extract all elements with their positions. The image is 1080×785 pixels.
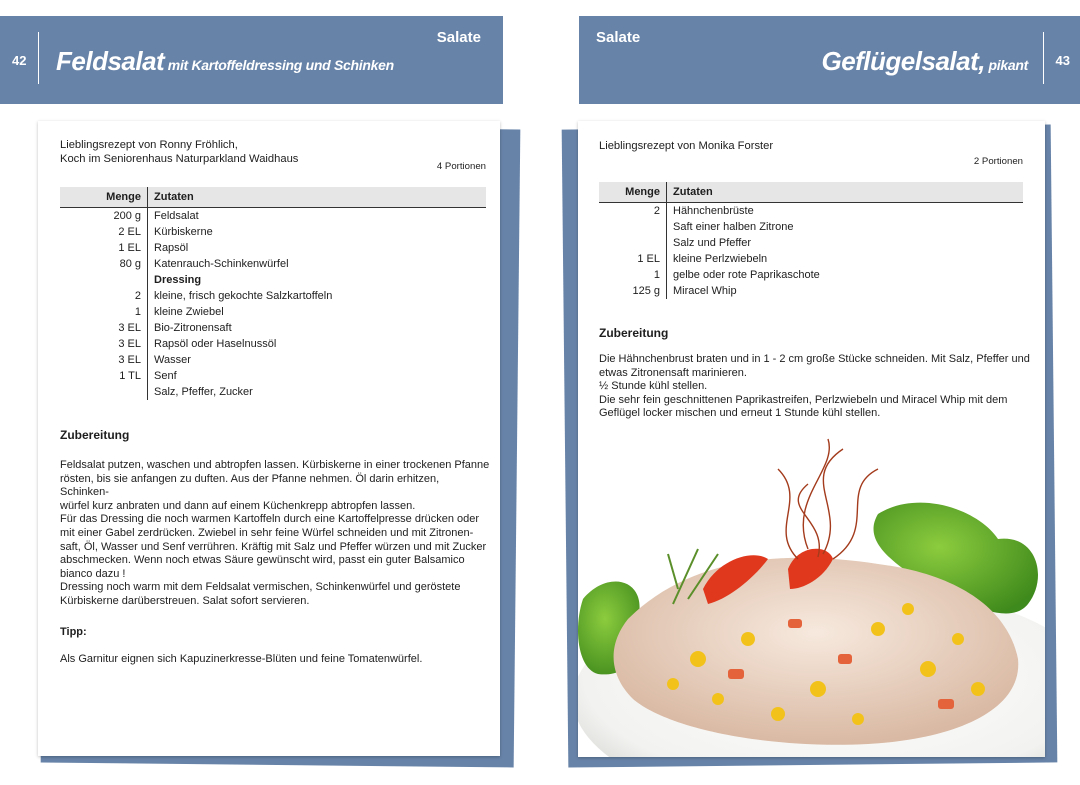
portions-right: 2 Portionen: [973, 156, 1023, 167]
left-page-header: [0, 16, 503, 104]
ingredient-row: [60, 240, 486, 256]
table-header-row: [60, 187, 486, 208]
ingredient-row: [60, 368, 486, 384]
ingredient-row: [60, 224, 486, 240]
ingredient-name: Dressing: [154, 274, 202, 286]
table-header-row: [599, 182, 1023, 203]
ingredient-row: [599, 283, 1023, 299]
category-label-right: Salate: [596, 29, 641, 46]
preparation-text-left: Feldsalat putzen, waschen und abtropfen lassen. Kürbiskerne in einer trockenen Pfanne rösten, bis sie anfangen zu duften. Aus der Pfanne nehmen. Öl darin erhitzen, Schinken- würfel kurz anbraten und dann auf einem Küchenkrepp abtropfen lassen. Für das Dressing die noch warmen Kartoffeln durch eine Kartoffelpresse drücken oder mit einer Gabel zerdrücken. Zwiebel in sehr feine Würfel schneiden und mit Zitronen- saft, Öl, Wasser und Senf verrühren. Kräftig mit Salz und Pfeffer würzen und mit Zucker abschmecken. Wenn noch etwas Säure gewünscht wird, passt ein guter Balsamico bianco dazu ! Dressing noch warm mit dem Feldsalat vermischen, Schinkenwürfel und geröstete Kürbiskerne darüberstreuen. Salat sofort servieren.: [60, 459, 490, 607]
ingredient-name: Bio-Zitronensaft: [154, 322, 232, 334]
ingredient-name: gelbe oder rote Paprikaschote: [673, 269, 820, 281]
category-label-left: Salate: [436, 29, 481, 46]
ingredient-name: Miracel Whip: [673, 285, 737, 297]
ingredient-name: Senf: [154, 370, 177, 382]
ingredient-row: [599, 267, 1023, 283]
ingredient-qty: 1 EL: [60, 240, 148, 256]
ingredient-name: kleine Perlzwiebeln: [673, 253, 768, 265]
ingredient-name: Rapsöl: [154, 242, 189, 254]
ingredient-name: kleine Zwiebel: [154, 306, 224, 318]
ingredient-qty: 2 EL: [60, 224, 148, 240]
ingredients-table-left: [60, 187, 486, 400]
chili-threads-icon: [778, 439, 878, 559]
ingredient-row: [60, 320, 486, 336]
ingredient-row: [599, 203, 1023, 220]
salad-photo: [578, 429, 1045, 757]
ingredient-name: Salz, Pfeffer, Zucker: [154, 386, 253, 398]
column-header-ingredient: Zutaten: [148, 187, 487, 208]
ingredient-qty: 80 g: [60, 256, 148, 272]
preparation-heading-left: Zubereitung: [60, 428, 130, 442]
ingredient-qty: [599, 219, 667, 235]
recipe-title-sub-right: pikant: [984, 57, 1028, 73]
ingredient-qty: 3 EL: [60, 320, 148, 336]
ingredient-name: kleine, frisch gekochte Salzkartoffeln: [154, 290, 333, 302]
preparation-text-right: Die Hähnchenbrust braten und in 1 - 2 cm große Stücke schneiden. Mit Salz, Pfeffer und etwas Zitronensaft marinieren. ½ Stunde kühl stellen. Die sehr fein geschnittenen Paprikastreifen, Perlzwiebeln und Miracel Whip mit dem Geflügel locker mischen und erneut 1 Stunde kühl stellen.: [599, 353, 1030, 420]
ingredient-qty: 200 g: [60, 208, 148, 225]
ingredient-name: Salz und Pfeffer: [673, 237, 752, 249]
ingredient-row: [60, 384, 486, 400]
ingredient-row: [60, 352, 486, 368]
ingredient-row: [60, 256, 486, 272]
recipe-card-right: [578, 121, 1045, 757]
ingredient-qty: 1: [60, 304, 148, 320]
ingredients-table-right: [599, 182, 1023, 299]
recipe-title-main-right: Geflügelsalat,: [821, 46, 985, 76]
ingredient-row: [60, 208, 486, 225]
ingredient-name: Saft einer halben Zitrone: [673, 221, 794, 233]
portions-left: 4 Portionen: [436, 161, 486, 172]
ingredient-qty: [599, 235, 667, 251]
right-page-header: [579, 16, 1080, 104]
author-right: Lieblingsrezept von Monika Forster: [599, 140, 774, 152]
ingredient-row: [599, 251, 1023, 267]
tip-label: Tipp:: [60, 625, 87, 638]
ingredient-name: Kürbiskerne: [154, 226, 213, 238]
ingredient-qty: 1 TL: [60, 368, 148, 384]
ingredient-qty: 3 EL: [60, 336, 148, 352]
ingredient-qty: [60, 384, 148, 400]
recipe-title-main-left: Feldsalat: [56, 46, 165, 76]
header-divider-right: [1043, 32, 1044, 84]
column-header-ingredient: Zutaten: [667, 182, 1024, 203]
column-header-qty: Menge: [599, 182, 667, 203]
ingredient-row: [599, 219, 1023, 235]
ingredient-row: [60, 304, 486, 320]
column-header-qty: Menge: [60, 187, 148, 208]
ingredient-row: [60, 272, 486, 288]
recipe-title-right: [821, 46, 1028, 77]
page-number-right: 43: [1055, 53, 1070, 68]
ingredient-qty: 2: [599, 203, 667, 220]
tip-block: [60, 612, 490, 680]
ingredient-name: Katenrauch-Schinkenwürfel: [154, 258, 289, 270]
ingredient-qty: 3 EL: [60, 352, 148, 368]
ingredient-name: Feldsalat: [154, 210, 199, 222]
ingredient-row: [599, 235, 1023, 251]
ingredient-qty: 125 g: [599, 283, 667, 299]
ingredient-name: Rapsöl oder Haselnussöl: [154, 338, 277, 350]
ingredient-name: Wasser: [154, 354, 191, 366]
ingredient-qty: [60, 272, 148, 288]
page-number-left: 42: [12, 53, 27, 68]
preparation-heading-right: Zubereitung: [599, 326, 669, 340]
recipe-card-left: [38, 121, 500, 756]
recipe-title-sub-left: mit Kartoffeldressing und Schinken: [164, 57, 394, 73]
ingredient-row: [60, 288, 486, 304]
ingredient-qty: 2: [60, 288, 148, 304]
ingredient-row: [60, 336, 486, 352]
recipe-title-left: [56, 46, 394, 77]
author-left: Lieblingsrezept von Ronny Fröhlich, Koch im Seniorenhaus Naturparkland Waidhaus: [60, 139, 299, 165]
ingredient-name: Hähnchenbrüste: [673, 205, 754, 217]
tip-text: Als Garnitur eignen sich Kapuzinerkresse-Blüten und feine Tomatenwürfel.: [60, 652, 423, 665]
ingredient-qty: 1: [599, 267, 667, 283]
header-divider-left: [38, 32, 39, 84]
ingredient-qty: 1 EL: [599, 251, 667, 267]
